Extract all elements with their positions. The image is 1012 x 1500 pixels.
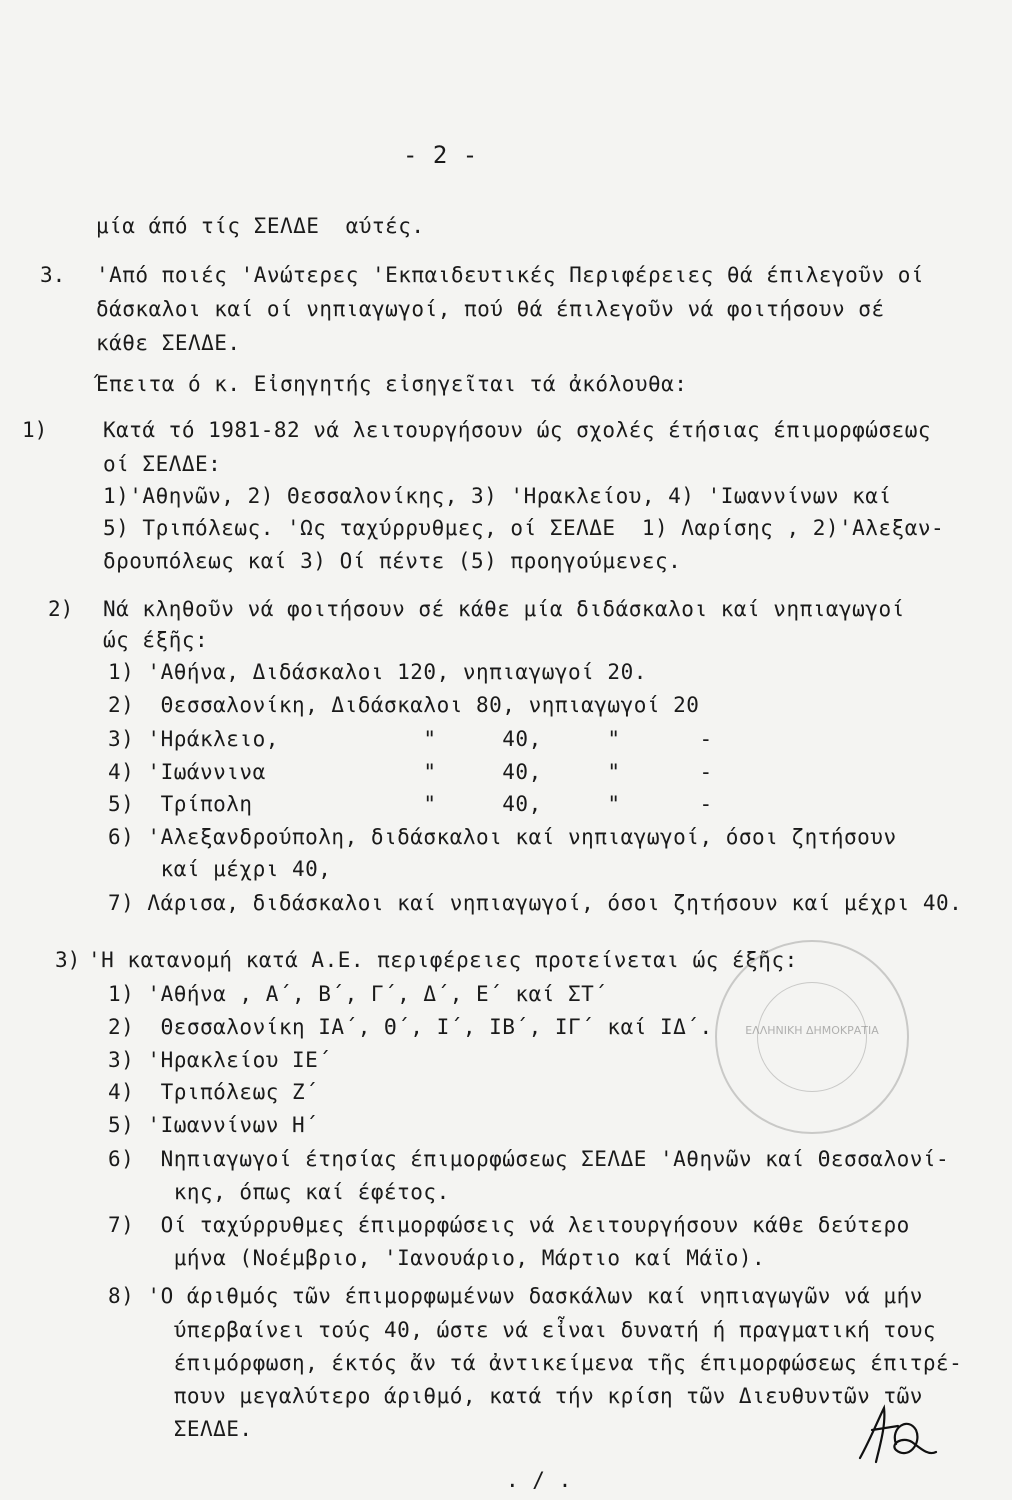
- proposal1-line: δρουπόλεως καί 3) Οί πέντε (5) προηγούμενες.: [103, 549, 682, 573]
- then-line: Έπειτα ό κ. Εἰσηγητής εἰσηγεῖται τά ἀκόλουθα:: [96, 372, 688, 396]
- proposal2-number: 2): [48, 597, 74, 621]
- proposal3-item: 2) Θεσσαλονίκη ΙΑ΄, Θ΄, Ι΄, ΙΒ΄, ΙΓ΄ καί ΙΔ΄.: [108, 1015, 713, 1039]
- page-number: - 2 -: [403, 141, 478, 169]
- proposal2-item: 2) Θεσσαλονίκη, Διδάσκαλοι 80, νηπιαγωγοί 20: [108, 693, 700, 717]
- proposal3-item: 1) 'Αθήνα , Α΄, Β΄, Γ΄, Δ΄, Ε΄ καί ΣΤ΄: [108, 982, 608, 1006]
- proposal2-item: 7) Λάρισα, διδάσκαλοι καί νηπιαγωγοί, όσοι ζητήσουν καί μέχρι 40.: [108, 891, 963, 915]
- proposal3-item: ύπερβαίνει τούς 40, ώστε νά εἶναι δυνατή ή πραγματική τους: [108, 1318, 937, 1342]
- proposal1-line: 1)'Αθηνῶν, 2) Θεσσαλονίκης, 3) 'Ηρακλείου, 4) 'Ιωαννίνων καί: [103, 484, 892, 508]
- proposal3-line: 'Η κατανομή κατά Α.Ε. περιφέρειες προτείνεται ώς έξῆς:: [88, 948, 798, 972]
- item3-line: δάσκαλοι καί οί νηπιαγωγοί, πού θά έπιλεγοῦν νά φοιτήσουν σέ: [96, 297, 885, 321]
- proposal3-item: 5) 'Ιωαννίνων Η΄: [108, 1113, 319, 1137]
- proposal1-line: οί ΣΕΛΔΕ:: [103, 452, 222, 476]
- proposal2-item: 4) 'Ιωάννινα " 40, " -: [108, 760, 713, 784]
- item3-number: 3.: [40, 263, 66, 287]
- proposal2-item: 6) 'Αλεξανδρούπολη, διδάσκαλοι καί νηπιαγωγοί, όσοι ζητήσουν: [108, 825, 897, 849]
- proposal3-item: κης, όπως καί έφέτος.: [108, 1180, 450, 1204]
- item3-line: 'Από ποιές 'Ανώτερες 'Εκπαιδευτικές Περιφέρειες θά έπιλεγοῦν οί: [96, 263, 925, 287]
- proposal1-number: 1): [22, 418, 48, 442]
- proposal1-line: Κατά τό 1981-82 νά λειτουργήσουν ώς σχολές έτήσιας έπιμορφώσεως: [103, 418, 932, 442]
- proposal3-number: 3): [55, 948, 81, 972]
- proposal3-item: ΣΕΛΔΕ.: [108, 1417, 253, 1441]
- proposal3-item: έπιμόρφωση, έκτός ἄν τά ἀντικείμενα τῆς έπιμορφώσεως έπιτρέ-: [108, 1351, 963, 1375]
- proposal3-item: 7) Οί ταχύρρυθμες έπιμορφώσεις νά λειτουργήσουν κάθε δεύτερο: [108, 1213, 910, 1237]
- proposal3-item: 6) Νηπιαγωγοί έτησίας έπιμορφώσεως ΣΕΛΔΕ 'Αθηνῶν καί Θεσσαλονί-: [108, 1147, 950, 1171]
- proposal1-line: 5) Τριπόλεως. 'Ως ταχύρρυθμες, οί ΣΕΛΔΕ 1) Λαρίσης , 2)'Αλεξαν-: [103, 516, 945, 540]
- stamp-text: ΕΛΛΗΝΙΚΗ ΔΗΜΟΚΡΑΤΙΑ: [745, 1024, 879, 1037]
- proposal3-item: μήνα (Νοέμβριο, 'Ιανουάριο, Μάρτιο καί Μάϊο).: [108, 1246, 766, 1270]
- proposal2-item: 5) Τρίπολη " 40, " -: [108, 792, 713, 816]
- official-stamp: [715, 940, 909, 1134]
- item3-line: κάθε ΣΕΛΔΕ.: [96, 331, 241, 355]
- proposal3-item: 8) 'Ο άριθμός τῶν έπιμορφωμένων δασκάλων καί νηπιαγωγῶν νά μήν: [108, 1284, 923, 1308]
- proposal2-line: Νά κληθοῦν νά φοιτήσουν σέ κάθε μία διδάσκαλοι καί νηπιαγωγοί: [103, 597, 905, 621]
- proposal2-line: ώς έξῆς:: [103, 628, 209, 652]
- proposal3-item: 3) 'Ηρακλείου ΙΕ΄: [108, 1048, 332, 1072]
- proposal3-item: πουν μεγαλύτερο άριθμό, κατά τήν κρίση τῶν Διευθυντῶν τῶν: [108, 1384, 923, 1408]
- proposal3-item: 4) Τριπόλεως Ζ΄: [108, 1080, 319, 1104]
- signature-initials: [850, 1400, 940, 1470]
- proposal2-item: καί μέχρι 40,: [108, 857, 332, 881]
- intro-line: μία άπό τίς ΣΕΛΔΕ αύτές.: [96, 214, 425, 238]
- continuation-mark: . / .: [506, 1468, 572, 1492]
- proposal2-item: 3) 'Ηράκλειο, " 40, " -: [108, 727, 713, 751]
- stamp-emblem: [757, 982, 867, 1092]
- proposal2-item: 1) 'Αθήνα, Διδάσκαλοι 120, νηπιαγωγοί 20.: [108, 660, 647, 684]
